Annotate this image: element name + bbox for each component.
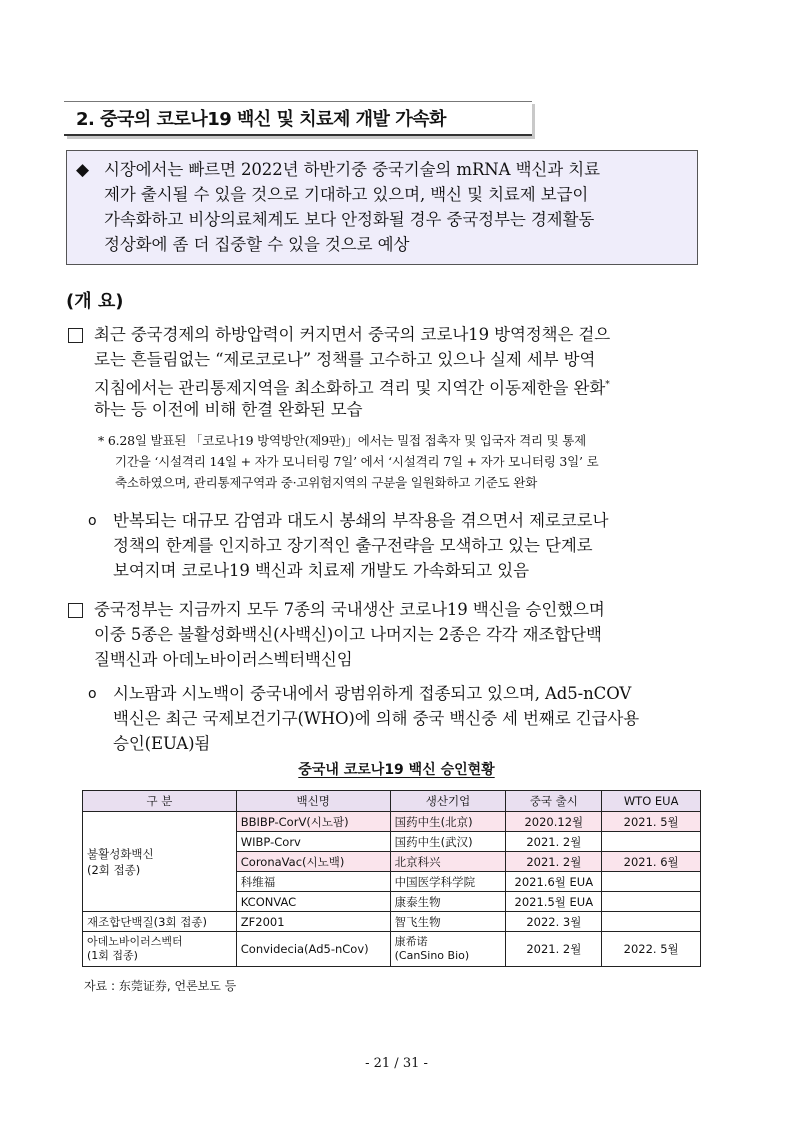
vaccine-name-cell: 科维福 bbox=[236, 872, 390, 892]
subpoint-line: 정책의 한계를 인지하고 장기적인 출구전략을 모색하고 있는 단계로 bbox=[113, 536, 593, 555]
table-row bbox=[83, 812, 701, 832]
company-cell: 康泰生物 bbox=[390, 892, 506, 912]
source-note: 자료 : 东莞证券, 언론보도 등 bbox=[84, 979, 237, 993]
vaccine-name-cell: Convidecia(Ad5-nCov) bbox=[236, 932, 390, 967]
table-row bbox=[83, 932, 701, 967]
column-header: 생산기업 bbox=[390, 791, 506, 812]
company-cell: 国药中生(北京) bbox=[390, 812, 506, 832]
category-cell: 불활성화백신 (2회 접종) bbox=[83, 812, 237, 912]
launch-cell: 2021. 2월 bbox=[506, 932, 602, 967]
subpoint-line: 보여지며 코로나19 백신과 치료제 개발도 가속화되고 있음 bbox=[113, 561, 529, 580]
column-header: 구 분 bbox=[83, 791, 237, 812]
summary-line: 시장에서는 빠르면 2022년 하반기중 중국기술의 mRNA 백신과 치료 bbox=[104, 160, 600, 179]
footnote-mark: * bbox=[605, 380, 610, 390]
square-bullet-icon bbox=[68, 328, 83, 343]
column-header: 중국 출시 bbox=[506, 791, 602, 812]
circle-bullet-icon: o bbox=[88, 513, 97, 529]
launch-cell: 2021.5월 EUA bbox=[506, 892, 602, 912]
paragraph-line: 이중 5종은 불활성화백신(사백신)이고 나머지는 2종은 각각 재조합단백 bbox=[94, 625, 602, 644]
launch-cell: 2021. 2월 bbox=[506, 832, 602, 852]
summary-line: 가속화하고 비상의료체계도 보다 안정화될 경우 중국정부는 경제활동 bbox=[104, 210, 595, 229]
column-header: 백신명 bbox=[236, 791, 390, 812]
category-cell: 아데노바이러스벡터 (1회 접종) bbox=[83, 932, 237, 967]
launch-cell: 2021.6월 EUA bbox=[506, 872, 602, 892]
vaccine-name-cell: ZF2001 bbox=[236, 912, 390, 932]
vaccine-name-cell: BBIBP-CorV(시노팜) bbox=[236, 812, 390, 832]
eua-cell: 2021. 6월 bbox=[602, 852, 701, 872]
paragraph-line: 질백신과 아데노바이러스벡터백신임 bbox=[94, 650, 353, 669]
eua-cell bbox=[602, 892, 701, 912]
summary-bullet-icon: ◆ bbox=[76, 160, 90, 180]
company-cell: 北京科兴 bbox=[390, 852, 506, 872]
category-cell: 재조합단백질(3회 접종) bbox=[83, 912, 237, 932]
launch-cell: 2021. 2월 bbox=[506, 852, 602, 872]
summary-line: 정상화에 좀 더 집중할 수 있을 것으로 예상 bbox=[104, 235, 410, 254]
launch-cell: 2020.12월 bbox=[506, 812, 602, 832]
vaccine-table bbox=[82, 790, 701, 967]
eua-cell: 2021. 5월 bbox=[602, 812, 701, 832]
table-header-row bbox=[83, 791, 701, 812]
vaccine-name-cell: KCONVAC bbox=[236, 892, 390, 912]
overview-heading: (개 요) bbox=[66, 291, 124, 312]
eua-cell bbox=[602, 912, 701, 932]
company-cell: 康希诺 (CanSino Bio) bbox=[390, 932, 506, 967]
footnote-line: 축소하였으며, 관리통제구역과 중·고위험지역의 구분을 일원화하고 기준도 완화 bbox=[115, 475, 538, 490]
eua-cell bbox=[602, 872, 701, 892]
page-number: - 21 / 31 - bbox=[365, 1056, 428, 1071]
company-cell: 智飞生物 bbox=[390, 912, 506, 932]
paragraph-line: 최근 중국경제의 하방압력이 커지면서 중국의 코로나19 방역정책은 겉으 bbox=[94, 325, 611, 344]
circle-bullet-icon: o bbox=[88, 686, 97, 702]
square-bullet-icon bbox=[68, 603, 83, 618]
subpoint-line: 승인(EUA)됨 bbox=[113, 734, 211, 753]
section-title: 2. 중국의 코로나19 백신 및 치료제 개발 가속화 bbox=[64, 101, 532, 136]
table-row bbox=[83, 912, 701, 932]
subpoint-line: 백신은 최근 국제보건기구(WHO)에 의해 중국 백신중 세 번째로 긴급사용 bbox=[113, 709, 640, 728]
vaccine-name-cell: CoronaVac(시노백) bbox=[236, 852, 390, 872]
eua-cell: 2022. 5월 bbox=[602, 932, 701, 967]
footnote-line: 기간을 ‘시설격리 14일 + 자가 모니터링 7일’ 에서 ‘시설격리 7일 + 자가 모니터링 3일’ 로 bbox=[115, 454, 599, 469]
table-title: 중국내 코로나19 백신 승인현황 bbox=[298, 762, 495, 778]
column-header: WTO EUA bbox=[602, 791, 701, 812]
summary-line: 제가 출시될 수 있을 것으로 기대하고 있으며, 백신 및 치료제 보급이 bbox=[104, 185, 589, 204]
vaccine-name-cell: WIBP-Corv bbox=[236, 832, 390, 852]
paragraph-line: 로는 흔들림없는 “제로코로나” 정책를 고수하고 있으나 실제 세부 방역 bbox=[94, 350, 596, 369]
subpoint-line: 반복되는 대규모 감염과 대도시 봉쇄의 부작용을 겪으면서 제로코로나 bbox=[113, 511, 609, 530]
paragraph-line: 지침에서는 관리통제지역을 최소화하고 격리 및 지역간 이동제한을 완화* bbox=[94, 378, 610, 398]
paragraph-line: 하는 등 이전에 비해 한결 완화된 모습 bbox=[94, 400, 363, 419]
company-cell: 国药中生(武汉) bbox=[390, 832, 506, 852]
footnote-line: * 6.28일 발표된 「코로나19 방역방안(제9판)」에서는 밀접 접촉자 및 입국자 격리 및 통제 bbox=[98, 433, 587, 448]
subpoint-line: 시노팜과 시노백이 중국내에서 광범위하게 접종되고 있으며, Ad5-nCOV bbox=[113, 684, 632, 703]
eua-cell bbox=[602, 832, 701, 852]
launch-cell: 2022. 3월 bbox=[506, 912, 602, 932]
company-cell: 中国医学科学院 bbox=[390, 872, 506, 892]
paragraph-line: 중국정부는 지금까지 모두 7종의 국내생산 코로나19 백신을 승인했으며 bbox=[94, 600, 605, 619]
